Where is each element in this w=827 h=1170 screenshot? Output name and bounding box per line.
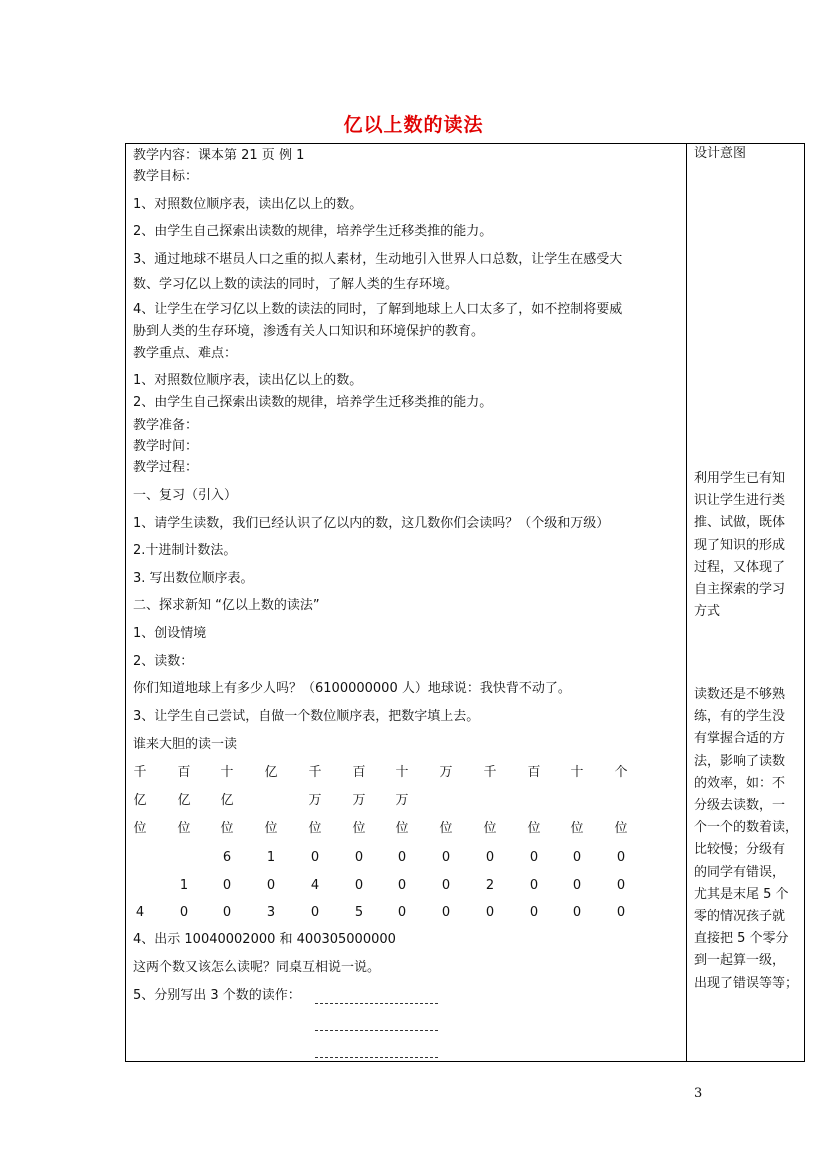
place-table-cell: 万 [395, 793, 409, 808]
document-title: 亿以上数的读法 [343, 114, 484, 136]
lesson-line: 2、由学生自己探索出读数的规律，培养学生迁移类推的能力。 [133, 224, 493, 239]
design-note-line: 推、试做，既体 [694, 515, 786, 531]
lesson-line: 5、分别写出 3 个数的读作： [133, 988, 301, 1003]
place-table-cell: 十 [570, 765, 584, 780]
design-note-line: 零的情况孩子就 [694, 909, 786, 925]
place-table-cell: 位 [308, 821, 322, 836]
lesson-line: 一、复习（引入） [133, 488, 238, 503]
place-table-cell: 位 [220, 821, 234, 836]
place-table-cell: 位 [614, 821, 628, 836]
place-table-cell: 位 [570, 821, 584, 836]
lesson-line: 1、对照数位顺序表，读出亿以上的数。 [133, 373, 363, 388]
place-table-cell: 0 [485, 905, 495, 920]
place-table-cell: 5 [354, 905, 364, 920]
answer-blank-1[interactable] [315, 1002, 438, 1004]
lesson-line: 1、创设情境 [133, 626, 207, 641]
design-note-line: 练，有的学生没 [694, 709, 786, 725]
place-table-cell: 0 [616, 878, 626, 893]
place-table-cell: 亿 [220, 793, 234, 808]
place-table-cell: 百 [527, 765, 541, 780]
place-table-cell: 位 [352, 821, 366, 836]
lesson-line: 3. 写出数位顺序表。 [133, 571, 254, 586]
place-table-cell: 1 [266, 850, 276, 865]
place-table-cell: 0 [441, 878, 451, 893]
place-table-cell: 百 [352, 765, 366, 780]
design-note-line: 过程，又体现了 [694, 559, 786, 575]
page-number: 3 [694, 1086, 703, 1101]
design-note-line: 的效率，如：不 [694, 775, 786, 791]
design-note-line: 出现了错误等等； [694, 975, 799, 991]
design-note-line: 利用学生已有知 [694, 471, 786, 486]
place-table-cell: 亿 [177, 793, 191, 808]
place-table-cell: 0 [310, 905, 320, 920]
lesson-line: 教学内容：课本第 21 页 例 1 [133, 148, 305, 163]
place-table-cell: 位 [133, 821, 147, 836]
design-note-line: 自主探索的学习 [694, 582, 786, 598]
place-table-cell: 0 [222, 878, 232, 893]
place-table-cell: 千 [133, 765, 147, 780]
place-table-cell: 4 [310, 878, 320, 893]
design-note-line: 分级去读数，一 [694, 798, 786, 814]
design-note-line: 个一个的数着读， [694, 820, 799, 836]
design-note-line: 方式 [694, 604, 721, 620]
place-table-cell: 3 [266, 905, 276, 920]
place-table-cell: 0 [529, 905, 539, 920]
lesson-line: 2、读数： [133, 654, 194, 669]
place-table-cell: 0 [616, 850, 626, 865]
lesson-line: 教学目标： [133, 169, 199, 184]
design-note-2 [694, 684, 802, 995]
place-table-cell: 4 [135, 905, 145, 920]
place-table-cell: 0 [529, 850, 539, 865]
lesson-line: 教学重点、难点： [133, 346, 238, 361]
place-table-cell: 0 [222, 905, 232, 920]
lesson-line: 教学准备： [133, 418, 199, 433]
place-table-cell: 十 [395, 765, 409, 780]
design-note-line: 的同学有错误， [694, 864, 786, 880]
place-table-cell: 0 [572, 878, 582, 893]
place-table-cell: 0 [266, 878, 276, 893]
lesson-line: 2、由学生自己探索出读数的规律，培养学生迁移类推的能力。 [133, 395, 493, 410]
lesson-line: 1、对照数位顺序表，读出亿以上的数。 [133, 197, 363, 212]
place-table-cell: 0 [529, 878, 539, 893]
design-note-line: 比较慢；分级有 [694, 842, 786, 858]
place-table-cell: 0 [179, 905, 189, 920]
place-table-cell: 0 [354, 878, 364, 893]
place-table-cell: 0 [441, 850, 451, 865]
column-divider [686, 143, 687, 1062]
lesson-line: 3、通过地球不堪员人口之重的拟人素材，生动地引入世界人口总数，让学生在感受大 [133, 252, 623, 267]
lesson-line: 3、让学生自己尝试，自做一个数位顺序表，把数字填上去。 [133, 709, 480, 724]
design-note-line: 识让学生进行类 [694, 493, 786, 509]
lesson-line: 1、请学生读数，我们已经认识了亿以内的数，这几数你们会读吗？（个级和万级） [133, 516, 610, 531]
lesson-line: 4、出示 10040002000 和 400305000000 [133, 932, 396, 947]
place-table-cell: 千 [483, 765, 497, 780]
place-table-cell: 位 [483, 821, 497, 836]
place-table-cell: 0 [397, 905, 407, 920]
lesson-line: 二、探求新知 “亿以上数的读法” [133, 598, 320, 613]
place-table-cell: 位 [439, 821, 453, 836]
design-note-1 [694, 468, 802, 623]
answer-blank-2[interactable] [315, 1029, 438, 1031]
place-table-cell: 亿 [133, 793, 147, 808]
place-table-cell: 0 [310, 850, 320, 865]
lesson-line: 4、让学生在学习亿以上数的读法的同时，了解到地球上人口太多了，如不控制将要威 [133, 302, 623, 317]
lesson-line: 2.十进制计数法。 [133, 543, 237, 558]
place-table-cell: 位 [527, 821, 541, 836]
lesson-line: 这两个数又该怎么读呢？同桌互相说一说。 [133, 960, 381, 975]
place-table-cell: 位 [264, 821, 278, 836]
place-table-cell: 0 [485, 850, 495, 865]
lesson-line: 教学过程： [133, 460, 199, 475]
design-note-line: 读数还是不够熟 [694, 687, 786, 702]
place-table-cell: 万 [439, 765, 453, 780]
place-table-cell: 0 [572, 850, 582, 865]
place-table-cell: 位 [395, 821, 409, 836]
lesson-line: 你们知道地球上有多少人吗？（6100000000 人）地球说：我快背不动了。 [133, 681, 571, 696]
place-table-cell: 0 [572, 905, 582, 920]
lesson-line: 数、学习亿以上数的读法的同时，了解人类的生存环境。 [133, 277, 459, 292]
place-table-cell: 十 [220, 765, 234, 780]
place-table-cell: 2 [485, 878, 495, 893]
place-table-cell: 6 [222, 850, 232, 865]
place-table-cell: 千 [308, 765, 322, 780]
place-table-cell: 亿 [264, 765, 278, 780]
place-table-cell: 百 [177, 765, 191, 780]
design-note-line: 有掌握合适的方 [694, 731, 786, 747]
answer-blank-3[interactable] [315, 1056, 438, 1058]
lesson-line: 教学时间： [133, 439, 199, 454]
design-note-line: 现了知识的形成 [694, 537, 786, 553]
lesson-line: 谁来大胆的读一读 [133, 737, 238, 752]
place-table-cell: 位 [177, 821, 191, 836]
place-table-cell: 万 [308, 793, 322, 808]
design-note-line: 法，影响了读数 [694, 753, 786, 769]
place-table-cell: 0 [354, 850, 364, 865]
place-table-cell: 0 [397, 850, 407, 865]
place-table-cell: 0 [441, 905, 451, 920]
lesson-line: 胁到人类的生存环境，渗透有关人口知识和环境保护的教育。 [133, 324, 485, 339]
design-note-line: 直接把 5 个零分 [694, 931, 789, 947]
place-table-cell: 万 [352, 793, 366, 808]
place-table-cell: 0 [616, 905, 626, 920]
design-intent-header: 设计意图 [694, 146, 747, 161]
design-note-line: 到一起算一级， [694, 953, 786, 969]
place-table-cell: 1 [179, 878, 189, 893]
place-table-cell: 个 [614, 765, 628, 780]
place-table-cell: 0 [397, 878, 407, 893]
design-note-line: 尤其是末尾 5 个 [694, 886, 789, 902]
